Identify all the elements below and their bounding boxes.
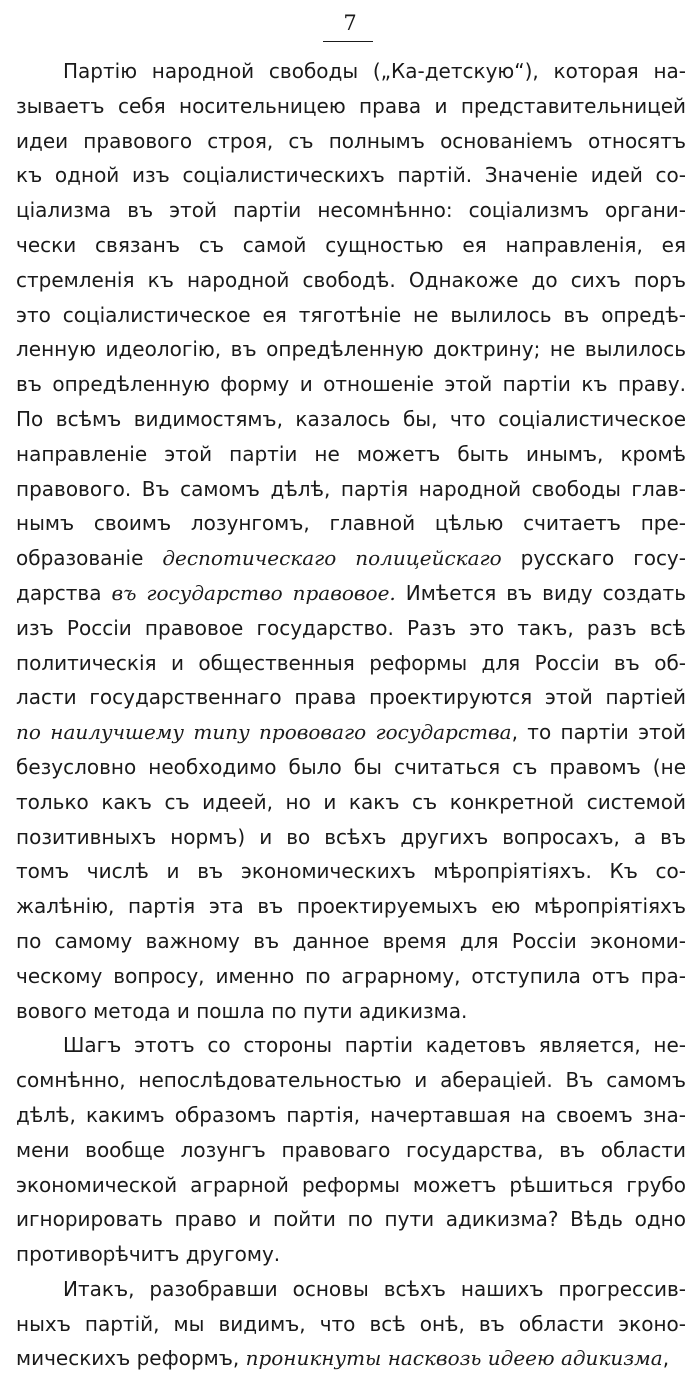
text-line: зываетъ себя носительницею права и представительницей bbox=[16, 93, 686, 118]
text-line bbox=[16, 715, 686, 750]
text-line: ческому вопросу, именно по аграрному, отступила отъ пра- bbox=[16, 963, 686, 988]
text-line: вового метода и пошла по пути адикизма. bbox=[16, 998, 468, 1023]
page-text bbox=[16, 54, 686, 1376]
text-line: къ одной изъ соціалистическихъ партій. Значеніе идей со- bbox=[16, 163, 686, 188]
text-line: Партію народной свободы („Ка-детскую“), которая на- bbox=[63, 59, 686, 83]
text-line: игнорировать право и пойти по пути адикизма? Вѣдь одно bbox=[16, 1207, 686, 1232]
text-line: Шагъ этотъ со стороны партіи кадетовъ является, не- bbox=[63, 1033, 686, 1058]
text-line: только какъ съ идеей, но и какъ съ конкретной системой bbox=[16, 789, 686, 814]
text-line: томъ числѣ и въ экономическихъ мѣропріятіяхъ. Къ со- bbox=[16, 859, 686, 884]
italic-text: деспотическаго полицейскаго bbox=[162, 546, 502, 571]
line-text: мическихъ реформъ, bbox=[16, 1346, 246, 1371]
italic-text: по наилучшему типу прововаго государства bbox=[16, 720, 512, 745]
line-text: русскаго госу- bbox=[501, 546, 686, 571]
text-line: противорѣчитъ другому. bbox=[16, 1242, 281, 1267]
text-line: По всѣмъ видимостямъ, казалось бы, что соціалистическое bbox=[16, 406, 686, 431]
text-line: по самому важному въ данное время для Россіи экономи- bbox=[16, 928, 686, 953]
text-line: направленіе этой партіи не можетъ быть инымъ, кромѣ bbox=[16, 441, 686, 466]
text-line: экономической аграрной реформы можетъ рѣшиться грубо bbox=[16, 1172, 686, 1197]
line-text: Имѣется въ виду создать bbox=[395, 580, 686, 605]
page-number: 7 bbox=[343, 11, 357, 35]
text-line: мени вообще лозунгъ правоваго государства, въ области bbox=[16, 1137, 686, 1162]
header-rule bbox=[323, 41, 373, 42]
text-line bbox=[16, 541, 686, 576]
line-text: образованіе bbox=[16, 546, 163, 571]
text-line: чески связанъ съ самой сущностью ея направленія, ея bbox=[16, 232, 686, 257]
line-text: , то партіи этой bbox=[511, 720, 686, 745]
text-line: нымъ своимъ лозунгомъ, главной цѣлью считаетъ пре- bbox=[16, 511, 686, 536]
text-line: безусловно необходимо было бы считаться съ правомъ (не bbox=[16, 754, 686, 779]
text-line: ныхъ партій, мы видимъ, что всѣ онѣ, въ области эконо- bbox=[16, 1311, 686, 1336]
text-line: изъ Россіи правовое государство. Разъ это такъ, разъ всѣ bbox=[16, 615, 686, 640]
text-line: идеи правового строя, съ полнымъ основаніемъ относятъ bbox=[16, 128, 686, 153]
text-line: позитивныхъ нормъ) и во всѣхъ другихъ вопросахъ, а въ bbox=[16, 824, 686, 849]
text-line: ласти государственнаго права проектируются этой партіей bbox=[16, 685, 686, 710]
text-line: стремленія къ народной свободѣ. Однакоже до сихъ поръ bbox=[16, 267, 686, 292]
line-text: , bbox=[662, 1346, 670, 1371]
text-line: ціализма въ этой партіи несомнѣнно: соціализмъ органи- bbox=[16, 198, 686, 223]
text-line: сомнѣнно, непослѣдовательностью и аберацiей. Въ самомъ bbox=[16, 1068, 686, 1093]
text-line: въ опредѣленную форму и отношеніе этой партіи къ праву. bbox=[16, 372, 686, 397]
line-text: дарства bbox=[16, 580, 112, 605]
italic-text: въ государство правовое. bbox=[111, 580, 396, 605]
text-line: дѣлѣ, какимъ образомъ партія, начертавшая на своемъ зна- bbox=[16, 1102, 686, 1127]
text-line bbox=[16, 576, 686, 611]
text-line: жалѣнію, партія эта въ проектируемыхъ ею мѣропріятіяхъ bbox=[16, 894, 686, 919]
text-line: ленную идеологію, въ опредѣленную доктрину; не вылилось bbox=[16, 337, 686, 362]
text-line: это соціалистическое ея тяготѣніе не вылилось въ опредѣ- bbox=[16, 302, 686, 327]
text-line bbox=[16, 1341, 686, 1376]
text-line: Итакъ, разобравши основы всѣхъ нашихъ прогрессив- bbox=[63, 1276, 686, 1301]
text-line: политическія и общественныя реформы для Россіи въ об- bbox=[16, 650, 686, 675]
text-line: правового. Въ самомъ дѣлѣ, партія народной свободы глав- bbox=[16, 476, 686, 501]
italic-text: проникнуты насквозь идеею адикизма bbox=[245, 1346, 663, 1371]
